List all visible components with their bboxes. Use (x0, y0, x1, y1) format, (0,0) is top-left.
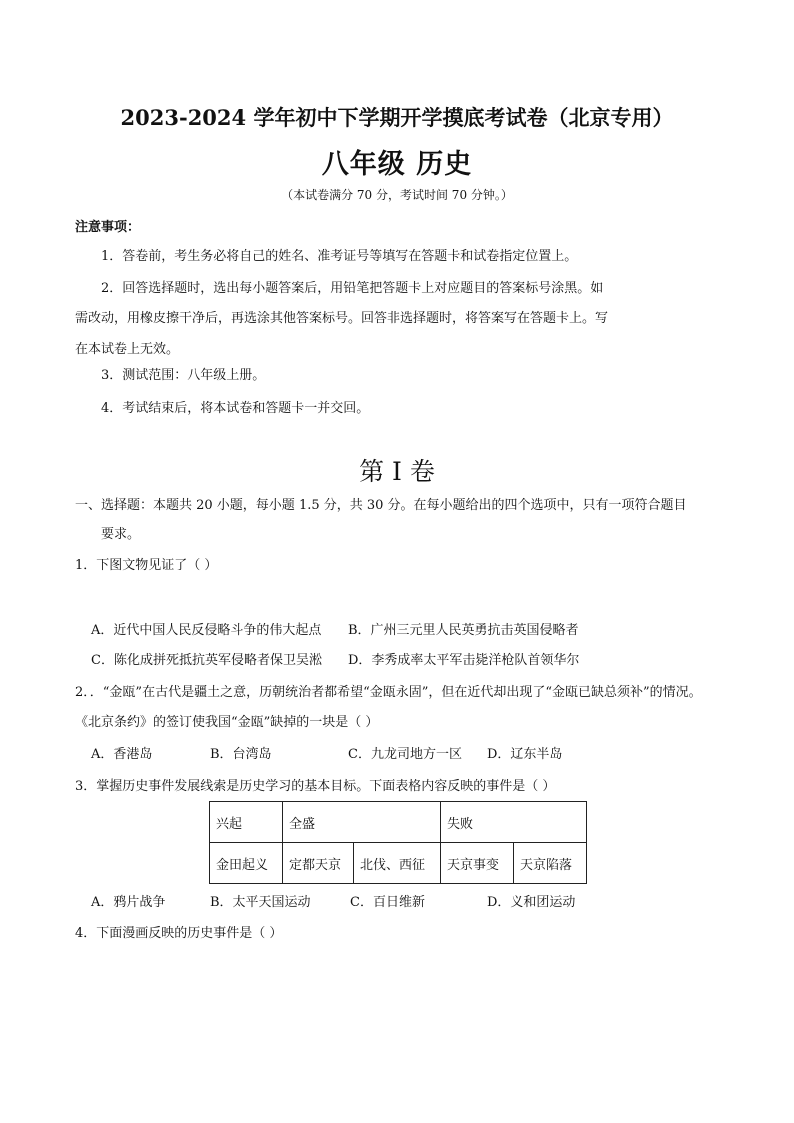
table-row (210, 843, 587, 884)
table-header-cell: 兴起 (210, 802, 283, 843)
question-3-table (209, 801, 587, 884)
notice-item-3: 3．测试范围：八年级上册。 (101, 368, 266, 383)
notice-item-1: 1．答卷前，考生务必将自己的姓名、准考证号等填写在答题卡和试卷指定位置上。 (101, 249, 578, 264)
question-3-option-b: B．太平天国运动 (210, 895, 311, 910)
notice-item-2-line-3: 在本试卷上无效。 (75, 342, 180, 357)
question-3-option-d: D．义和团运动 (487, 895, 576, 910)
question-2-stem-line-2: 《北京条约》的签订使我国“金瓯”缺掉的一块是（ ） (75, 715, 379, 730)
question-3-stem: 3．掌握历史事件发展线索是历史学习的基本目标。下面表格内容反映的事件是（ ） (75, 779, 556, 794)
section-title: 第 I 卷 (359, 457, 435, 486)
question-2-option-d: D．辽东半岛 (487, 747, 563, 762)
table-cell: 天京陷落 (514, 843, 587, 884)
table-cell: 定都天京 (283, 843, 354, 884)
question-2-stem-line-1: 2．．“金瓯”在古代是疆土之意，历朝统治者都希望“金瓯永固”，但在近代却出现了“金瓯已缺总须补”的情况。 (75, 685, 702, 700)
notice-item-4: 4．考试结束后，将本试卷和答题卡一并交回。 (101, 401, 370, 416)
question-3-option-a: A．鸦片战争 (91, 895, 166, 910)
question-1-option-d: D．李秀成率太平军击毙洋枪队首领华尔 (348, 653, 580, 668)
question-2-option-c: C．九龙司地方一区 (348, 747, 462, 762)
question-1-option-c: C．陈化成拼死抵抗英军侵略者保卫吴淞 (91, 653, 322, 668)
exam-subtitle: 八年级 历史 (321, 149, 473, 180)
question-4-stem: 4．下面漫画反映的历史事件是（ ） (75, 926, 283, 941)
question-2-option-b: B．台湾岛 (210, 747, 272, 762)
table-row (210, 802, 587, 843)
table-header-cell: 失败 (441, 802, 587, 843)
table-header-cell: 全盛 (283, 802, 441, 843)
question-3-option-c: C．百日维新 (350, 895, 425, 910)
notice-heading: 注意事项： (75, 220, 141, 235)
question-1-option-b: B．广州三元里人民英勇抗击英国侵略者 (348, 623, 579, 638)
notice-item-2-line-1: 2．回答选择题时，选出每小题答案后，用铅笔把答题卡上对应题目的答案标号涂黑。如 (101, 281, 604, 296)
exam-note: （本试卷满分 70 分，考试时间 70 分钟。） (281, 188, 513, 202)
table-cell: 天京事变 (441, 843, 514, 884)
question-1-stem: 1．下图文物见证了（ ） (75, 558, 218, 573)
table-cell: 金田起义 (210, 843, 283, 884)
section-instruction-line-1: 一、选择题：本题共 20 小题，每小题 1.5 分，共 30 分。在每小题给出的四个选项中，只有一项符合题目 (75, 498, 687, 513)
table-cell: 北伐、西征 (354, 843, 441, 884)
question-2-option-a: A．香港岛 (91, 747, 153, 762)
exam-title: 2023-2024 学年初中下学期开学摸底考试卷（北京专用） (120, 105, 674, 130)
section-instruction-line-2: 要求。 (101, 527, 141, 542)
question-1-option-a: A．近代中国人民反侵略斗争的伟大起点 (91, 623, 322, 638)
notice-item-2-line-2: 需改动，用橡皮擦干净后，再选涂其他答案标号。回答非选择题时，将答案写在答题卡上。写 (75, 311, 609, 326)
